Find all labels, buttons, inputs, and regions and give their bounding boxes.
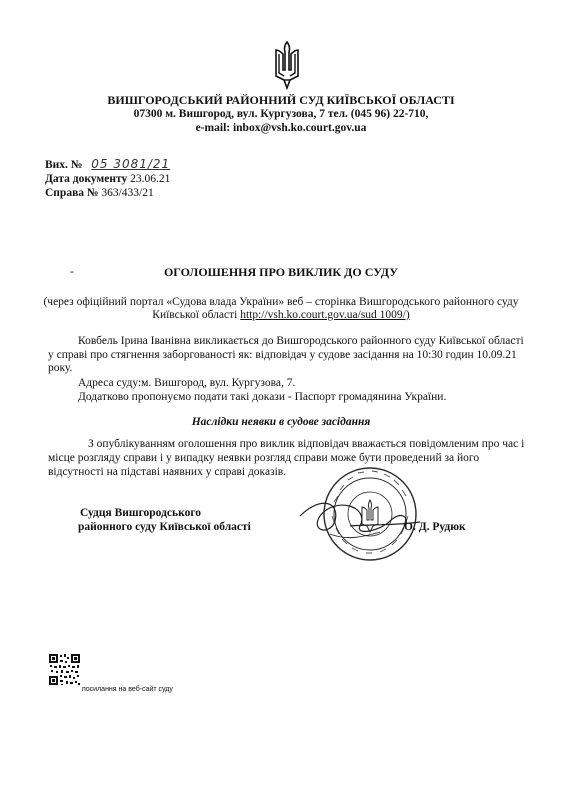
outgoing-number-handwritten: 05 3081/21 <box>91 157 171 171</box>
portal-line-1: (через офіційний портал «Судова влада України» веб – сторінка Вишгородського районного суду <box>43 296 519 308</box>
trident-emblem-icon <box>270 40 304 90</box>
dash-mark: - <box>70 266 74 278</box>
case-number-row <box>45 187 154 200</box>
portal-line-2-text: Київської області <box>152 309 241 321</box>
judge-title-line-1: Судця Вишгородського <box>80 507 202 519</box>
outgoing-number-label: Вих. № <box>45 159 83 171</box>
judge-name: О. Д. Рудюк <box>404 521 466 533</box>
court-address: 07300 м. Вишгород, вул. Кургузова, 7 тел. (045 96) 22-710, <box>133 108 429 120</box>
consequences-heading: Наслідки неявки в судове засідання <box>191 416 371 428</box>
qr-code-icon[interactable] <box>48 653 81 686</box>
qr-caption: посилання на веб-сайт суду <box>82 686 173 693</box>
evidence-line: Додатково пропонуємо подати такі докази - Паспорт громадянина України. <box>78 391 447 403</box>
document-date-label: Дата документу <box>45 173 128 185</box>
case-number-value: 363/433/21 <box>101 187 154 199</box>
consequences-line-2: місце розгляду справи і у випадку неявки розгляд справи може бути проведений за його <box>48 452 480 464</box>
case-number-label: Справа № <box>45 187 99 199</box>
court-email: e-mail: inbox@vsh.ko.court.gov.ua <box>195 122 367 134</box>
document-date-value: 23.06.21 <box>130 173 171 185</box>
court-name: ВИШГОРОДСЬКИЙ РАЙОННИЙ СУД КИЇВСЬКОЇ ОБЛАСТІ <box>107 93 455 107</box>
consequences-line-3: відсутності на підставі наявних у справі доказів. <box>48 466 287 478</box>
document-date-row <box>45 173 170 186</box>
summons-line-3: року. <box>48 362 73 374</box>
court-address-line: Адреса суду:м. Вишгород, вул. Кургузова, 7. <box>78 377 296 389</box>
summons-line-2: у справі про стягнення заборгованості як: відповідач у судове засідання на 10:30 годин 10.09.21 <box>48 349 517 361</box>
outgoing-number-row <box>45 158 170 172</box>
court-website-link[interactable]: http://vsh.ko.court.gov.ua/sud 1009/) <box>240 309 410 321</box>
summons-line-1: Ковбель Ірина Іванівна викликається до Вишгородського районного суду Київської області <box>78 335 524 347</box>
judge-title-line-2: районного суду Київської області <box>78 521 251 533</box>
judge-signature <box>290 476 450 556</box>
consequences-line-1: З опублікуванням оголошення про виклик відповідач вважається повідомленим про час і <box>88 438 525 450</box>
notice-title: ОГОЛОШЕННЯ ПРО ВИКЛИК ДО СУДУ <box>163 265 399 279</box>
portal-line-2 <box>0 309 562 322</box>
